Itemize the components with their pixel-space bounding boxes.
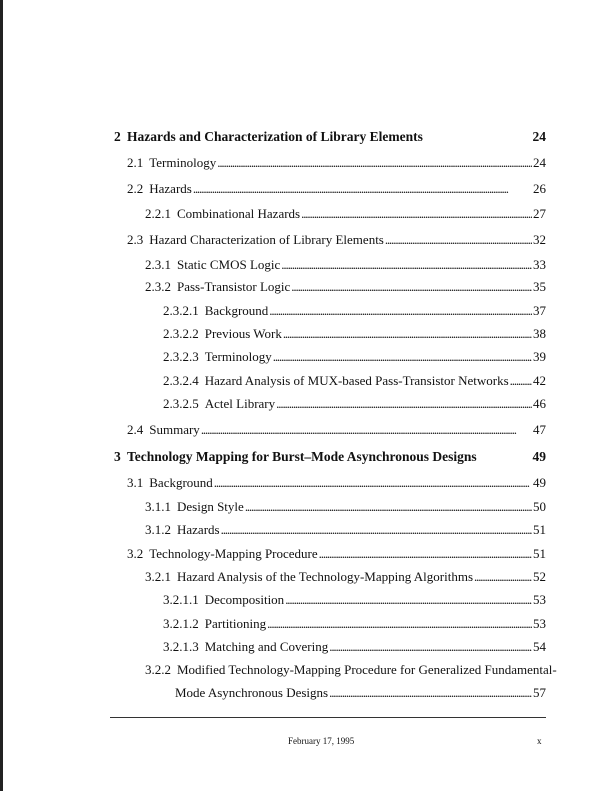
- entry-page: 32: [533, 232, 546, 247]
- entry-page: 52: [533, 569, 546, 584]
- footer-page-number: x: [537, 736, 542, 746]
- entry-page: 54: [533, 639, 546, 654]
- toc-entry[interactable]: [163, 639, 546, 655]
- entry-page: 27: [533, 206, 546, 221]
- toc-entry[interactable]: [127, 475, 546, 491]
- entry-number: 2.3.2.1: [163, 303, 199, 318]
- entry-number: 3.2.1.3: [163, 639, 199, 654]
- entry-title: Pass-Transistor Logic: [177, 279, 291, 294]
- entry-number: 2.3.2.3: [163, 349, 199, 364]
- toc-entry[interactable]: [145, 499, 546, 515]
- toc-entry[interactable]: [145, 522, 546, 538]
- dot-leader: [281, 257, 532, 273]
- toc-entry[interactable]: [127, 422, 546, 438]
- dot-leader: [193, 181, 532, 197]
- entry-page: 37: [533, 303, 546, 318]
- entry-title: Technology-Mapping Procedure: [149, 546, 318, 561]
- entry-title: Decomposition: [204, 592, 285, 607]
- toc-entry[interactable]: [127, 181, 546, 197]
- entry-title: Terminology: [204, 349, 272, 364]
- entry-number: 3: [114, 449, 121, 464]
- toc-entry[interactable]: [163, 303, 546, 319]
- dot-leader: [267, 616, 532, 632]
- entry-title: Technology Mapping for Burst–Mode Asynchronous Designs: [127, 449, 477, 464]
- entry-title: Modified Technology-Mapping Procedure for Generalized Fundamental-: [177, 662, 557, 677]
- entry-title: Hazards: [149, 181, 192, 196]
- entry-number: 2.1: [127, 155, 144, 170]
- dot-leader: [221, 522, 532, 538]
- entry-title: Matching and Covering: [204, 639, 329, 654]
- entry-page: 50: [533, 499, 546, 514]
- dot-leader: [319, 546, 532, 562]
- dot-leader: [273, 349, 532, 365]
- toc-entry[interactable]: [163, 396, 546, 412]
- entry-number: 2: [114, 129, 121, 144]
- dot-leader: [301, 206, 532, 222]
- dot-leader: [474, 569, 532, 585]
- dot-leader: [510, 373, 532, 389]
- entry-title: Hazards and Characterization of Library Elements: [127, 129, 423, 144]
- dot-leader: [329, 639, 532, 655]
- entry-number: 2.3: [127, 232, 144, 247]
- entry-title: Hazard Characterization of Library Elements: [149, 232, 384, 247]
- footer-rule: [110, 717, 546, 718]
- dot-leader: [285, 592, 532, 608]
- entry-number: 2.3.1: [145, 257, 171, 272]
- entry-number: 2.3.2.5: [163, 396, 199, 411]
- entry-page: 47: [533, 422, 546, 437]
- entry-page: 46: [533, 396, 546, 411]
- entry-page: 53: [533, 616, 546, 631]
- toc-entry[interactable]: [163, 326, 546, 342]
- entry-page: 35: [533, 279, 546, 294]
- entry-title: Background: [204, 303, 269, 318]
- dot-leader: [329, 685, 532, 701]
- entry-page: 24: [532, 129, 546, 144]
- footer-date: February 17, 1995: [288, 736, 355, 746]
- scan-edge: [0, 0, 3, 791]
- entry-title: Actel Library: [204, 396, 276, 411]
- dot-leader: [245, 499, 532, 515]
- entry-number: 3.2.1: [145, 569, 171, 584]
- entry-page: 57: [533, 685, 546, 700]
- entry-number: 3.2.1.1: [163, 592, 199, 607]
- entry-title-cont: Mode Asynchronous Designs: [175, 685, 329, 700]
- dot-leader: [201, 422, 532, 438]
- entry-title: Background: [149, 475, 213, 490]
- entry-page: 39: [533, 349, 546, 364]
- entry-page: 49: [532, 449, 546, 464]
- entry-title: Hazard Analysis of the Technology-Mapping Algorithms: [177, 569, 473, 584]
- dot-leader: [291, 279, 532, 295]
- entry-page: 49: [533, 475, 546, 490]
- toc-entry[interactable]: [127, 155, 546, 171]
- entry-number: 2.2.1: [145, 206, 171, 221]
- entry-number: 2.3.2.2: [163, 326, 199, 341]
- entry-number: 2.3.2: [145, 279, 171, 294]
- dot-leader: [276, 396, 532, 412]
- toc-chapter[interactable]: [114, 449, 546, 465]
- entry-number: 3.2.1.2: [163, 616, 199, 631]
- toc-entry-continuation[interactable]: [175, 685, 546, 701]
- toc-entry[interactable]: [145, 569, 546, 585]
- entry-page: 53: [533, 592, 546, 607]
- entry-number: 3.1.2: [145, 522, 171, 537]
- toc-entry[interactable]: [145, 206, 546, 222]
- entry-page: 38: [533, 326, 546, 341]
- entry-page: 51: [533, 522, 546, 537]
- toc-entry[interactable]: [127, 546, 546, 562]
- toc-chapter[interactable]: [114, 129, 546, 145]
- dot-leader: [269, 303, 532, 319]
- toc-entry[interactable]: [145, 279, 546, 295]
- entry-page: 24: [533, 155, 546, 170]
- toc-entry[interactable]: [145, 257, 546, 273]
- entry-title: Combinational Hazards: [177, 206, 301, 221]
- entry-page: 42: [533, 373, 546, 388]
- entry-number: 2.4: [127, 422, 144, 437]
- entry-title: Design Style: [177, 499, 244, 514]
- entry-number: 3.1.1: [145, 499, 171, 514]
- entry-number: 2.3.2.4: [163, 373, 199, 388]
- entry-number: 3.2.2: [145, 662, 171, 677]
- dot-leader: [217, 155, 532, 171]
- entry-title: Previous Work: [204, 326, 282, 341]
- entry-title: Summary: [149, 422, 200, 437]
- entry-page: 26: [533, 181, 546, 196]
- entry-title: Static CMOS Logic: [177, 257, 281, 272]
- toc-entry[interactable]: [163, 616, 546, 632]
- entry-page: 51: [533, 546, 546, 561]
- toc-entry[interactable]: [163, 592, 546, 608]
- dot-leader: [214, 475, 532, 491]
- entry-page: 33: [533, 257, 546, 272]
- entry-title: Hazards: [177, 522, 220, 537]
- entry-number: 3.1: [127, 475, 144, 490]
- toc-entry[interactable]: [145, 662, 557, 678]
- entry-title: Partitioning: [204, 616, 267, 631]
- entry-number: 3.2: [127, 546, 144, 561]
- dot-leader: [385, 232, 532, 248]
- toc-entry[interactable]: [127, 232, 546, 248]
- entry-title: Terminology: [149, 155, 217, 170]
- toc-entry[interactable]: [163, 373, 546, 389]
- entry-number: 2.2: [127, 181, 144, 196]
- entry-title: Hazard Analysis of MUX-based Pass-Transistor Networks: [204, 373, 509, 388]
- dot-leader: [283, 326, 532, 342]
- toc-entry[interactable]: [163, 349, 546, 365]
